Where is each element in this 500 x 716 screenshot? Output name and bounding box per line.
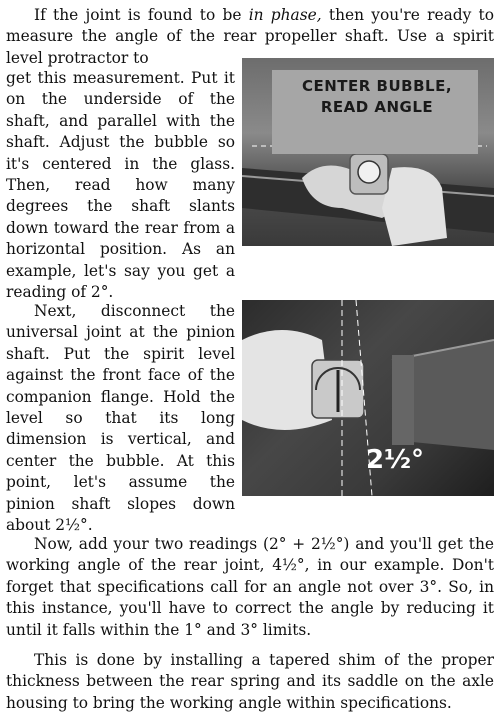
paragraph-4 [6,650,494,714]
photo1-caption [282,76,472,118]
paragraph-1-continued [6,68,235,303]
photo-spirit-level-under-shaft [242,58,494,246]
caption-line-2: READ ANGLE [320,98,434,116]
p1-emphasis: in phase, [248,6,322,24]
p1-text-a: If the joint is found to be [34,6,242,24]
caption-line-1: CENTER BUBBLE, [301,77,453,95]
p4-text: This is done by installing a tapered shim of the proper thickness between the rear spring and its saddle on the axle housing to bring the working angle within specifications. [6,651,494,712]
p3-text: Now, add your two readings (2° + 2½°) and you'll get the working angle of the rear joint, 4½°, in our example. Don't forget that specifications call for an angle not over 3°. So, in this instance, you'll have to correct the angle by reducing it until it falls within the 1° and 3° limits. [6,535,494,639]
paragraph-3 [6,534,494,641]
p1-text-b: then you're ready to measure the angle of the rear propeller shaft. Use a spirit level protractor to [6,6,494,67]
p1-continuation-text: get this measurement. Put it on the underside of the shaft, and parallel with the shaft. Adjust the bubble so it's centered in the glass. Then, read how many degrees the shaft slants down toward the rear from a horizontal position. As an example, let's say you get a reading of 2°. [6,69,235,302]
photo-spirit-level-on-flange [242,300,494,496]
paragraph-2 [6,301,235,536]
angle-label: 2½° [366,445,425,475]
p2-text: Next, disconnect the universal joint at the pinion shaft. Put the spirit level against the front face of the companion flange. Hold the level so that its long dimension is vertical, and center the bubble. At this point, let's assume the pinion shaft slopes down about 2½°. [6,302,235,535]
